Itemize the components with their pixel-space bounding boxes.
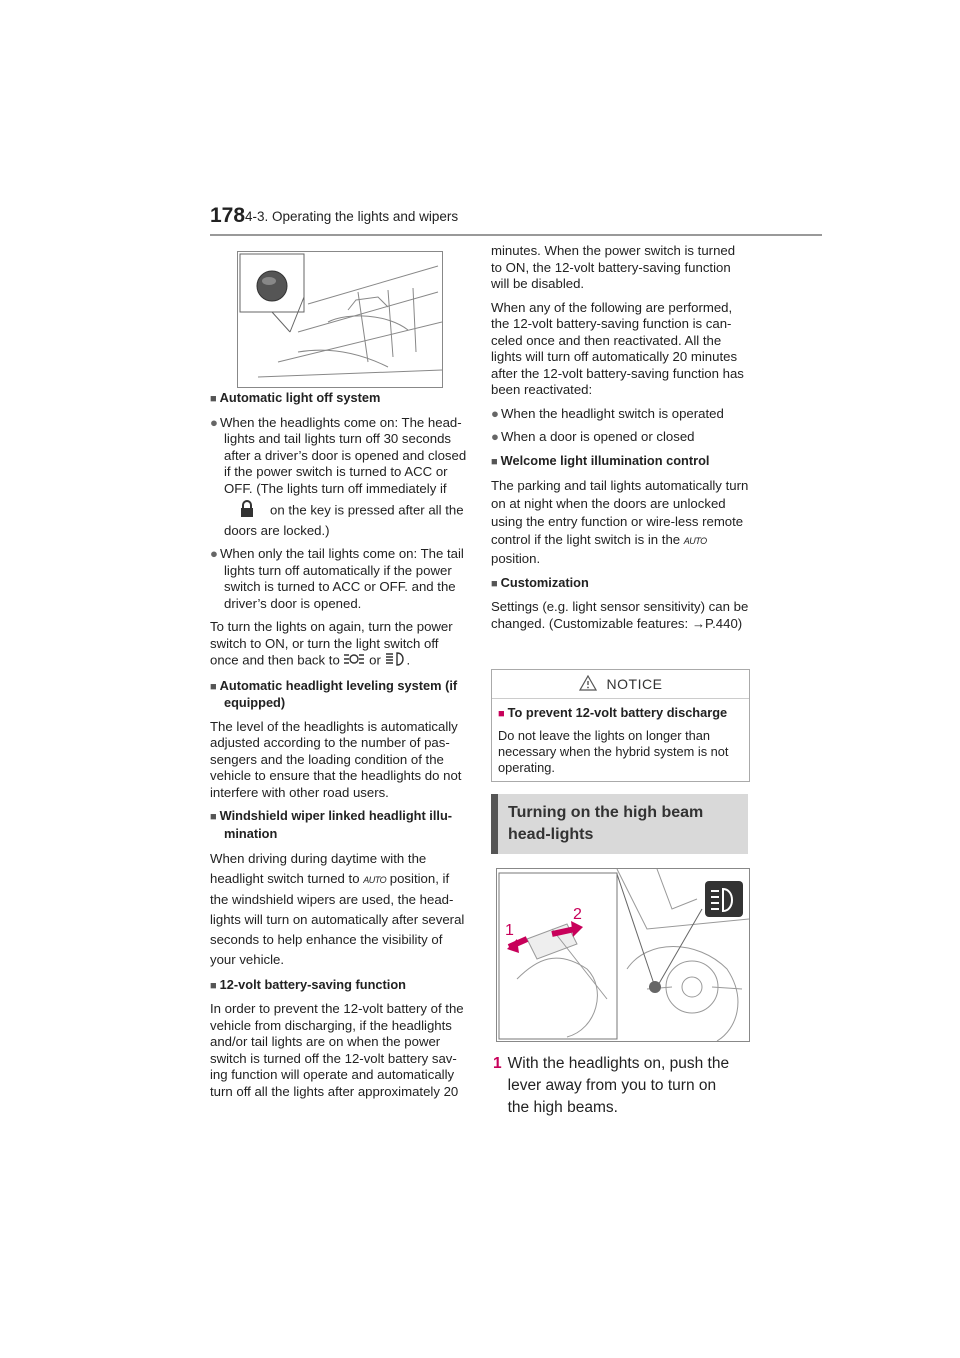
section-square-icon: ■	[491, 577, 498, 590]
auto-off-bullet-1b: on the key is pressed after all the doors are locked.)	[224, 502, 464, 538]
figure-label-1: 1	[505, 922, 514, 939]
welcome-heading: Welcome light illumination control	[500, 452, 710, 468]
leveling-text: The level of the headlights is automatically adjusted according to the number of pas-sengers and the loading condition of the vehicle to ensure that the headlights do not interfere with other road users.	[210, 718, 462, 800]
figure-label-2: 2	[573, 906, 582, 923]
notice-box	[491, 669, 750, 782]
bullet-icon: ●	[210, 546, 218, 561]
notice-text: Do not leave the lights on longer than necessary when the hybrid system is not operating.	[498, 728, 729, 775]
step-text: With the headlights on, push the lever away from you to turn on the high beams.	[507, 1055, 730, 1116]
auto-icon: AUTO	[363, 874, 387, 885]
section-square-icon: ■	[210, 979, 217, 992]
wiper-text-a: When driving during daytime with the headlight switch turned to	[210, 851, 427, 886]
section-square-icon: ■	[210, 393, 217, 405]
bullet-icon: ●	[491, 405, 499, 421]
auto-off-bullet-2: When only the tail lights come on: The tail lights turn off automatically if the power switch is turned to ACC or OFF. and the driver’s door is opened.	[219, 546, 464, 611]
section-square-icon: ■	[210, 680, 217, 693]
battery-text: In order to prevent the 12-volt battery of the vehicle from discharging, if the headlights and/or tail lights are on when the power switch is turned off the 12-volt battery sav-ing function will operate and automatically turn off all the lights after approximately 20	[210, 1001, 464, 1099]
or-text: or	[369, 652, 381, 668]
headlight-icon	[385, 652, 407, 671]
left-column: ■ Automatic light off system ● When the headlights come on: The head-lights and tail lights turn off 30 seconds after a driver’s door is opened and closed if the power switch is turned to ACC or OFF. (The lights turn off immediately if on the key is pressed after all the doors are locked.) ● When only the tail lights come on: The tail lights turn off automatically if the power switch is turned to ACC or OFF. and the driver’s door is opened. To turn the lights on again, turn the power switch to ON, or turn the light switch off once and then back to or . ■ Automatic headlight leveling system (if equipped) The level of the headlights is automatically adjusted according to the number of pas-sengers and the loading condition of the vehicle to ensure that the headlights do not interfere with other road users. ■ Windshield wiper linked headlight illu-mination When driving during daytime with the headlight switch turned to AUTO position, if the windshield wipers are used, the head-lights will turn on automatically after several seconds to help enhance the visibility of your vehicle. ■ 12-volt battery-saving function In order to prevent the 12-volt battery of the vehicle from discharging, if the headlights and/or tail lights are on when the power switch is turned off the 12-volt battery sav-ing function will operate and automatically turn off all the lights after approximately 20	[210, 390, 467, 1099]
battery-reactivate: When any of the following are performed, the 12-volt battery-saving function is can-celed once and then reactivated. All the lights will turn off automatically 20 minutes after the 12-volt battery-saving function has been reactivated:	[491, 299, 744, 397]
section-square-icon: ■	[491, 455, 498, 468]
section-square-icon: ■	[210, 811, 217, 823]
auto-icon: AUTO	[683, 535, 707, 546]
auto-off-heading: Automatic light off system	[219, 390, 381, 405]
wiper-heading: Windshield wiper linked headlight illu-mination	[219, 808, 453, 841]
bullet-icon: ●	[491, 429, 499, 444]
section-heading-high-beam: Turning on the high beam head-lights	[491, 794, 748, 854]
chapter-title: 4-3. Operating the lights and wipers	[245, 209, 459, 224]
header-divider	[210, 234, 822, 236]
tail-light-icon	[343, 653, 365, 670]
step-1	[493, 1053, 751, 1119]
customization-text: Settings (e.g. light sensor sensitivity) can be changed. (Customizable features: →P.440)	[491, 599, 749, 631]
step-number: 1	[493, 1055, 502, 1072]
notice-heading: To prevent 12-volt battery discharge	[507, 705, 728, 720]
reactivate-bullet-1: When the headlight switch is operated	[500, 405, 724, 421]
auto-off-bullet-1a: When the headlights come on: The head-lights and tail lights turn off 30 seconds after a driver’s door is opened and closed if the power switch is turned to ACC or OFF. (The lights turn off immediately if	[219, 414, 467, 496]
welcome-text-b: position.	[491, 550, 541, 566]
high-beam-lever-illustration	[496, 868, 750, 1042]
battery-continued: minutes. When the power switch is turned to ON, the 12-volt battery-saving function will be disabled.	[491, 243, 736, 291]
wiper-text-b: position, if the windshield wipers are used, the head-lights will turn on automatically after several seconds to help enhance the visibility of your vehicle.	[210, 871, 465, 967]
right-column	[491, 243, 749, 639]
leveling-heading: Automatic headlight leveling system (if equipped)	[219, 677, 458, 710]
battery-heading: 12-volt battery-saving function	[219, 976, 406, 992]
turn-on-again-text: To turn the lights on again, turn the power switch to ON, or turn the light switch off once and then back to	[210, 619, 453, 668]
customization-heading: Customization	[500, 574, 589, 590]
lock-icon	[240, 500, 254, 523]
light-sensor-illustration	[237, 251, 443, 388]
reactivate-bullet-2: When a door is opened or closed	[500, 429, 695, 444]
welcome-text-a: The parking and tail lights automatically turn on at night when the doors are unlocked using the entry function or wire-less remote control if the light switch is in the	[491, 478, 749, 547]
warning-triangle-icon	[579, 675, 597, 694]
section-square-icon: ■	[498, 708, 505, 720]
page-number: 178	[210, 204, 246, 227]
notice-label: NOTICE	[606, 676, 663, 692]
bullet-icon: ●	[210, 414, 218, 430]
